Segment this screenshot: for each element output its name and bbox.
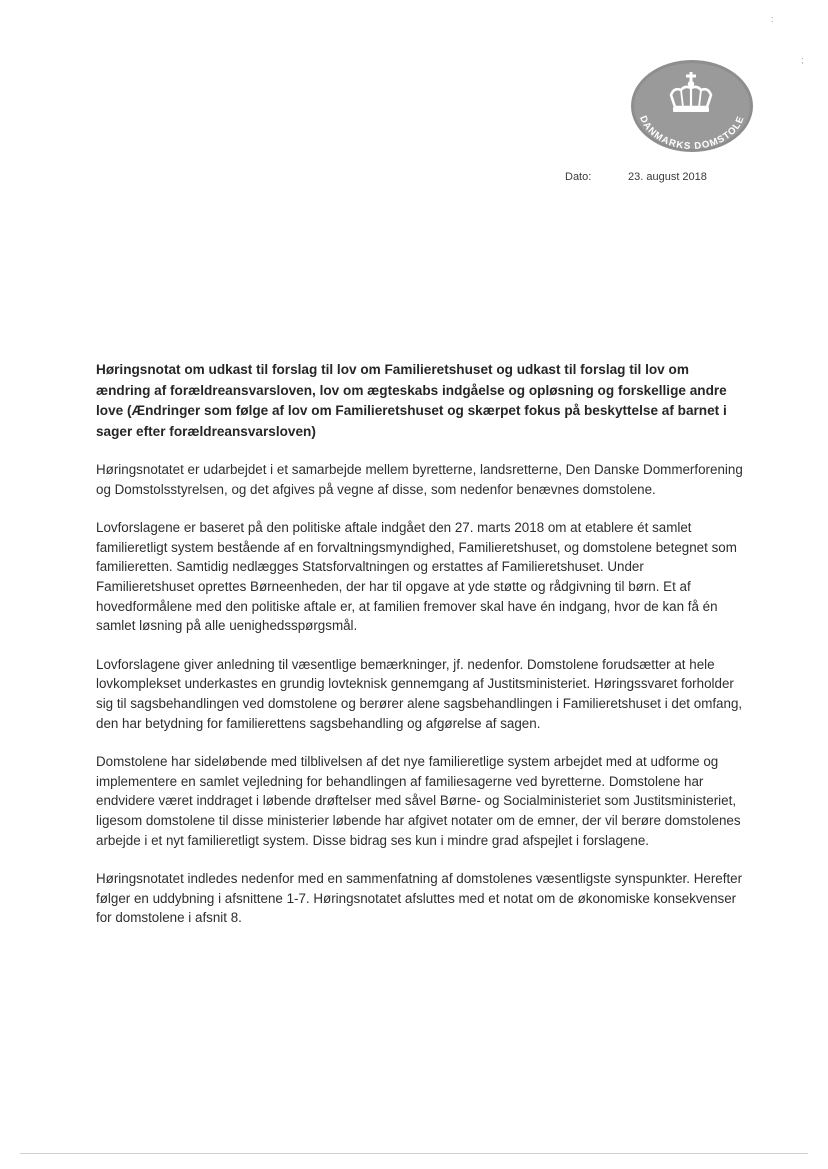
scan-artifact: : <box>771 14 774 24</box>
document-title: Høringsnotat om udkast til forslag til lov om Familieretshuset og udkast til forslag til lov om ændring af forældreansvarsloven, lov om ægteskabs indgåelse og opløsning og forskellige andre love (Ændringer som følge af lov om Familieretshuset og skærpet fokus på beskyttelse af barnet i sager efter forældreansvarsloven) <box>96 362 727 439</box>
scan-edge-line <box>20 1153 808 1154</box>
date-label: Dato: <box>565 171 592 183</box>
danmarks-domstole-logo <box>630 59 754 154</box>
document-body <box>96 360 744 947</box>
logo-text: DANMARKS DOMSTOLE <box>637 114 747 153</box>
paragraph: Lovforslagene er baseret på den politiske aftale indgået den 27. marts 2018 om at etablere ét samlet familieretligt system bestående af en forvaltningsmyndighed, Familieretshuset, og domstolene betegnet som familieretten. Samtidig nedlægges Statsforvaltningen og erstattes af Familieretshuset. Under Familieretshuset oprettes Børneenheden, der har til opgave at yde støtte og rådgivning til børn. Et af hovedformålene med den politiske aftale er, at familien fremover skal have én indgang, hvor de kan få én samlet løsning på alle uenighedsspørgsmål. <box>96 520 737 634</box>
date-value: 23. august 2018 <box>628 171 707 183</box>
paragraph: Høringsnotatet er udarbejdet i et samarbejde mellem byretterne, landsretterne, Den Danske Dommerforening og Domstolsstyrelsen, og det afgives på vegne af disse, som nedenfor benævnes domstolene. <box>96 462 743 497</box>
scan-artifact: ; <box>801 55 804 65</box>
paragraph: Domstolene har sideløbende med tilblivelsen af det nye familieretlige system arbejdet med at udforme og implementere en samlet vejledning for behandlingen af familiesagerne ved byretterne. Domstolene har endvidere været inddraget i løbende drøftelser med såvel Børne- og Socialministeriet som Justitsministeriet, ligesom domstolene til disse ministerier løbende har afgivet notater om de emner, der vil berøre domstolenes arbejde i et nyt familieretligt system. Disse bidrag ses kun i mindre grad afspejlet i forslagene. <box>96 754 741 848</box>
paragraph: Høringsnotatet indledes nedenfor med en sammenfatning af domstolenes væsentligste synspunkter. Herefter følger en uddybning i afsnittene 1-7. Høringsnotatet afsluttes med et notat om de økonomiske konsekvenser for domstolene i afsnit 8. <box>96 871 743 926</box>
paragraph: Lovforslagene giver anledning til væsentlige bemærkninger, jf. nedenfor. Domstolene forudsætter at hele lovkomplekset underkastes en grundig lovteknisk gennemgang af Justitsministeriet. Høringssvaret forholder sig til sagsbehandlingen ved domstolene og berører alene sagsbehandlingen i Familieretshuset i det omfang, den har betydning for familierettens sagsbehandling og afgørelse af sagen. <box>96 656 743 731</box>
